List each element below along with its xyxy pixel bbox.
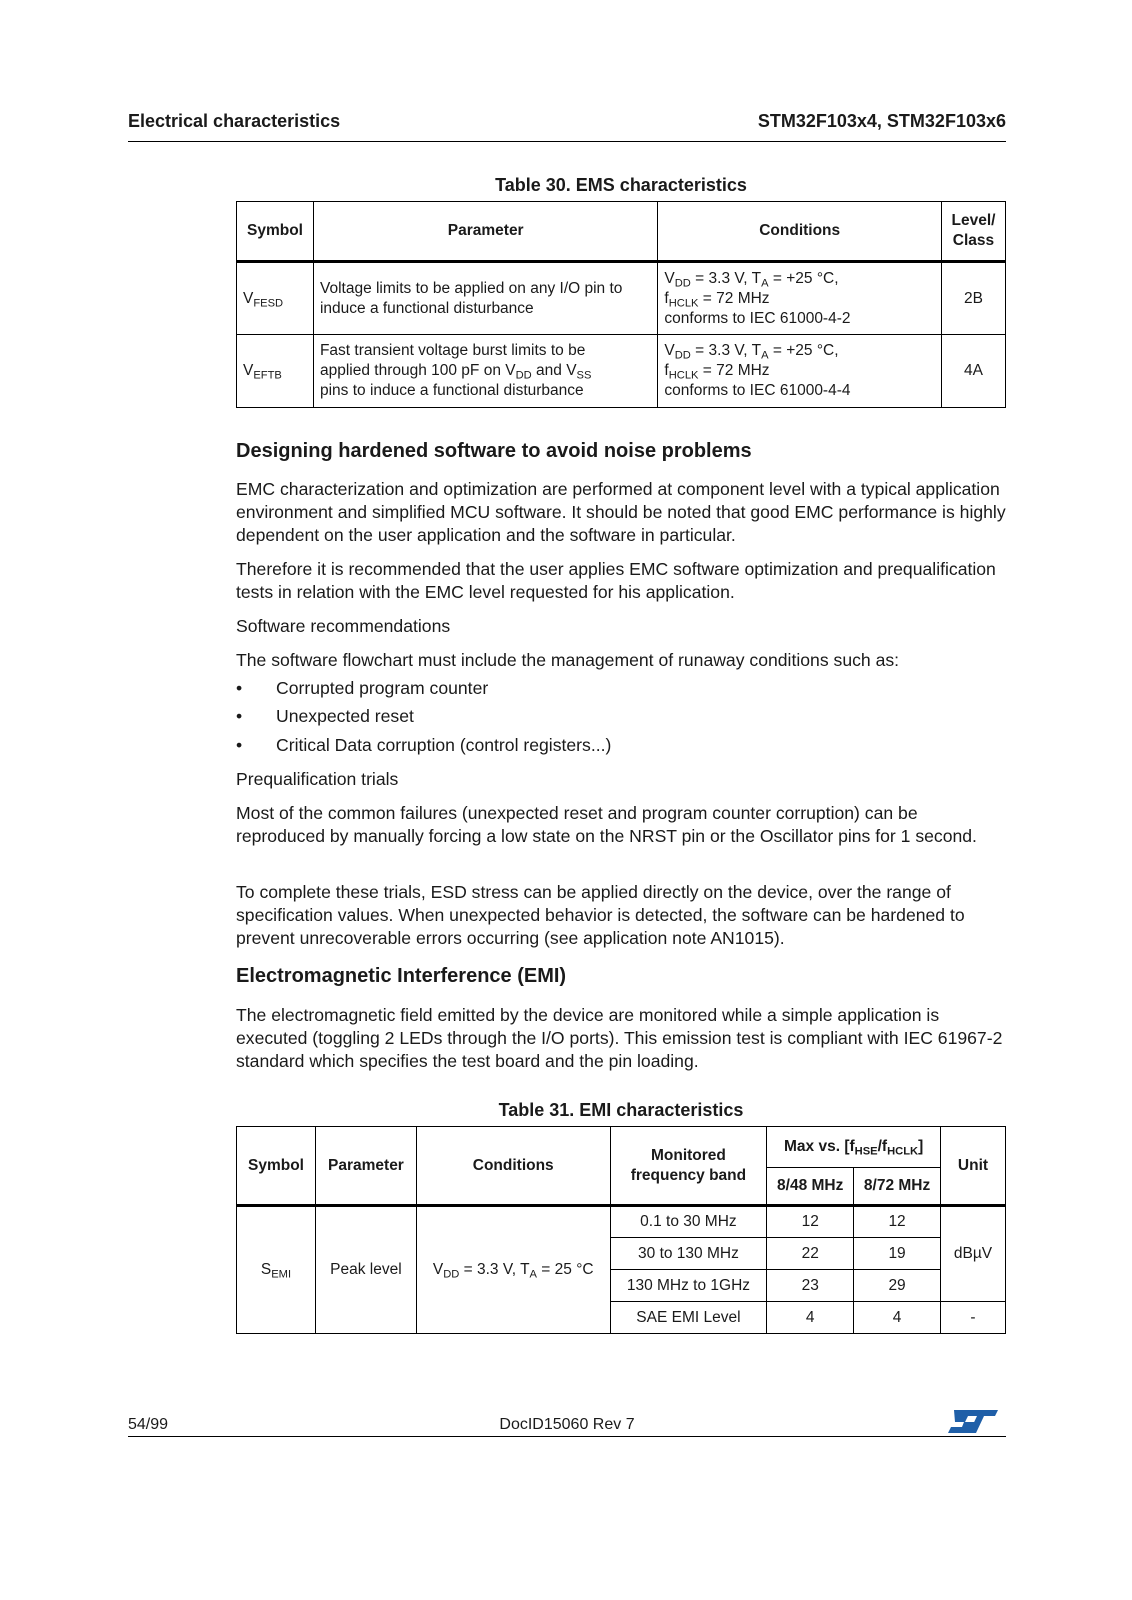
bullet-icon: •: [236, 735, 243, 755]
table31-caption: Table 31. EMI characteristics: [498, 1100, 744, 1120]
unit-cell: dBµV: [940, 1206, 1005, 1302]
document-id: DocID15060 Rev 7: [499, 1416, 635, 1433]
th-conditions: Conditions: [416, 1127, 610, 1206]
symbol-cell: $V_{EFTB}$: [237, 335, 314, 408]
value-cell: 12: [854, 1206, 941, 1238]
th-symbol: Symbol: [237, 202, 314, 262]
th-8-48mhz: 8/48 MHz: [767, 1168, 854, 1206]
band-cell: 0.1 to 30 MHz: [610, 1206, 767, 1238]
parameter-cell: Fast transient voltage burst limits to be applied through 100 pF on $V_{DD}$ and $V_{SS}$ pins to induce a functional disturbance: [313, 335, 657, 408]
bullet-icon: •: [236, 678, 243, 698]
subheading-software-recommendations: Software recommendations: [236, 616, 451, 636]
value-cell: 29: [854, 1270, 941, 1302]
th-conditions: Conditions: [658, 202, 942, 262]
paragraph: EMC characterization and optimization are performed at component level with a typical application environment and simplified MCU software. It should be noted that good EMC performance is highly dependent on the user application and the software in particular.: [236, 479, 1006, 545]
th-max: Max vs. $[f_{HSE}/f_{HCLK}]$: [767, 1127, 941, 1168]
th-unit: Unit: [940, 1127, 1005, 1206]
th-level: Level/ Class: [941, 202, 1005, 262]
paragraph: The electromagnetic field emitted by the device are monitored while a simple application is executed (toggling 2 LEDs through the I/O ports). This emission test is compliant with IEC 61967-2 standard which specifies the test board and the pin loading.: [236, 1005, 1003, 1071]
band-cell: SAE EMI Level: [610, 1302, 767, 1334]
page-number: 54/99: [128, 1416, 169, 1433]
section-title: Electrical characteristics: [128, 111, 341, 131]
table30: [236, 201, 1006, 408]
parameter-cell: Peak level: [315, 1206, 416, 1334]
table-row: [237, 1206, 1006, 1238]
symbol-cell: $V_{FESD}$: [237, 262, 314, 335]
section-heading-hardened-software: Designing hardened software to avoid noise problems: [236, 440, 752, 462]
table31: [236, 1126, 1006, 1334]
value-cell: 12: [767, 1206, 854, 1238]
subheading-prequalification-trials: Prequalification trials: [236, 769, 399, 789]
table-row: [237, 262, 1006, 335]
parameter-cell: Voltage limits to be applied on any I/O pin to induce a functional disturbance: [313, 262, 657, 335]
value-cell: 4: [854, 1302, 941, 1334]
level-cell: 2B: [941, 262, 1005, 335]
band-cell: 30 to 130 MHz: [610, 1238, 767, 1270]
page-footer: [128, 1408, 1006, 1437]
conditions-cell: $V_{DD} = 3.3$ V, $T_A = 25$ °C: [416, 1206, 610, 1334]
paragraph: Therefore it is recommended that the user applies EMC software optimization and prequalification tests in relation with the EMC level requested for his application.: [236, 559, 996, 602]
level-cell: 4A: [941, 335, 1005, 408]
value-cell: 4: [767, 1302, 854, 1334]
band-cell: 130 MHz to 1GHz: [610, 1270, 767, 1302]
conditions-cell: $V_{DD} = 3.3$ V, $T_A = +25$ °C, $f_{HCLK} = 72$ MHz conforms to IEC 61000-4-2: [658, 262, 942, 335]
value-cell: 22: [767, 1238, 854, 1270]
th-frequency-band: Monitored frequency band: [610, 1127, 767, 1206]
table-row: [237, 335, 1006, 408]
table30-caption: Table 30. EMS characteristics: [495, 175, 747, 195]
th-symbol: Symbol: [237, 1127, 316, 1206]
paragraph: Most of the common failures (unexpected reset and program counter corruption) can be reproduced by manually forcing a low state on the NRST pin or the Oscillator pins for 1 second.: [236, 803, 977, 846]
part-number: STM32F103x4, STM32F103x6: [757, 111, 1006, 131]
symbol-cell: $S_{EMI}$: [237, 1206, 316, 1334]
th-8-72mhz: 8/72 MHz: [854, 1168, 941, 1206]
paragraph: The software flowchart must include the management of runaway conditions such as:: [236, 650, 900, 670]
value-cell: 23: [767, 1270, 854, 1302]
th-parameter: Parameter: [313, 202, 657, 262]
th-parameter: Parameter: [315, 1127, 416, 1206]
bullet-icon: •: [236, 706, 243, 726]
unit-cell: -: [940, 1302, 1005, 1334]
paragraph: To complete these trials, ESD stress can be applied directly on the device, over the range of specification values. When unexpected behavior is detected, the software can be hardened to prevent unrecoverable errors occurring (see application note AN1015).: [236, 882, 965, 948]
st-logo-icon: [946, 1408, 1000, 1434]
value-cell: 19: [854, 1238, 941, 1270]
page-header: [128, 111, 1006, 142]
conditions-cell: $V_{DD} = 3.3$ V, $T_A = +25$ °C, $f_{HCLK} = 72$ MHz conforms to IEC 61000-4-4: [658, 335, 942, 408]
section-heading-emi: Electromagnetic Interference (EMI): [236, 965, 567, 987]
